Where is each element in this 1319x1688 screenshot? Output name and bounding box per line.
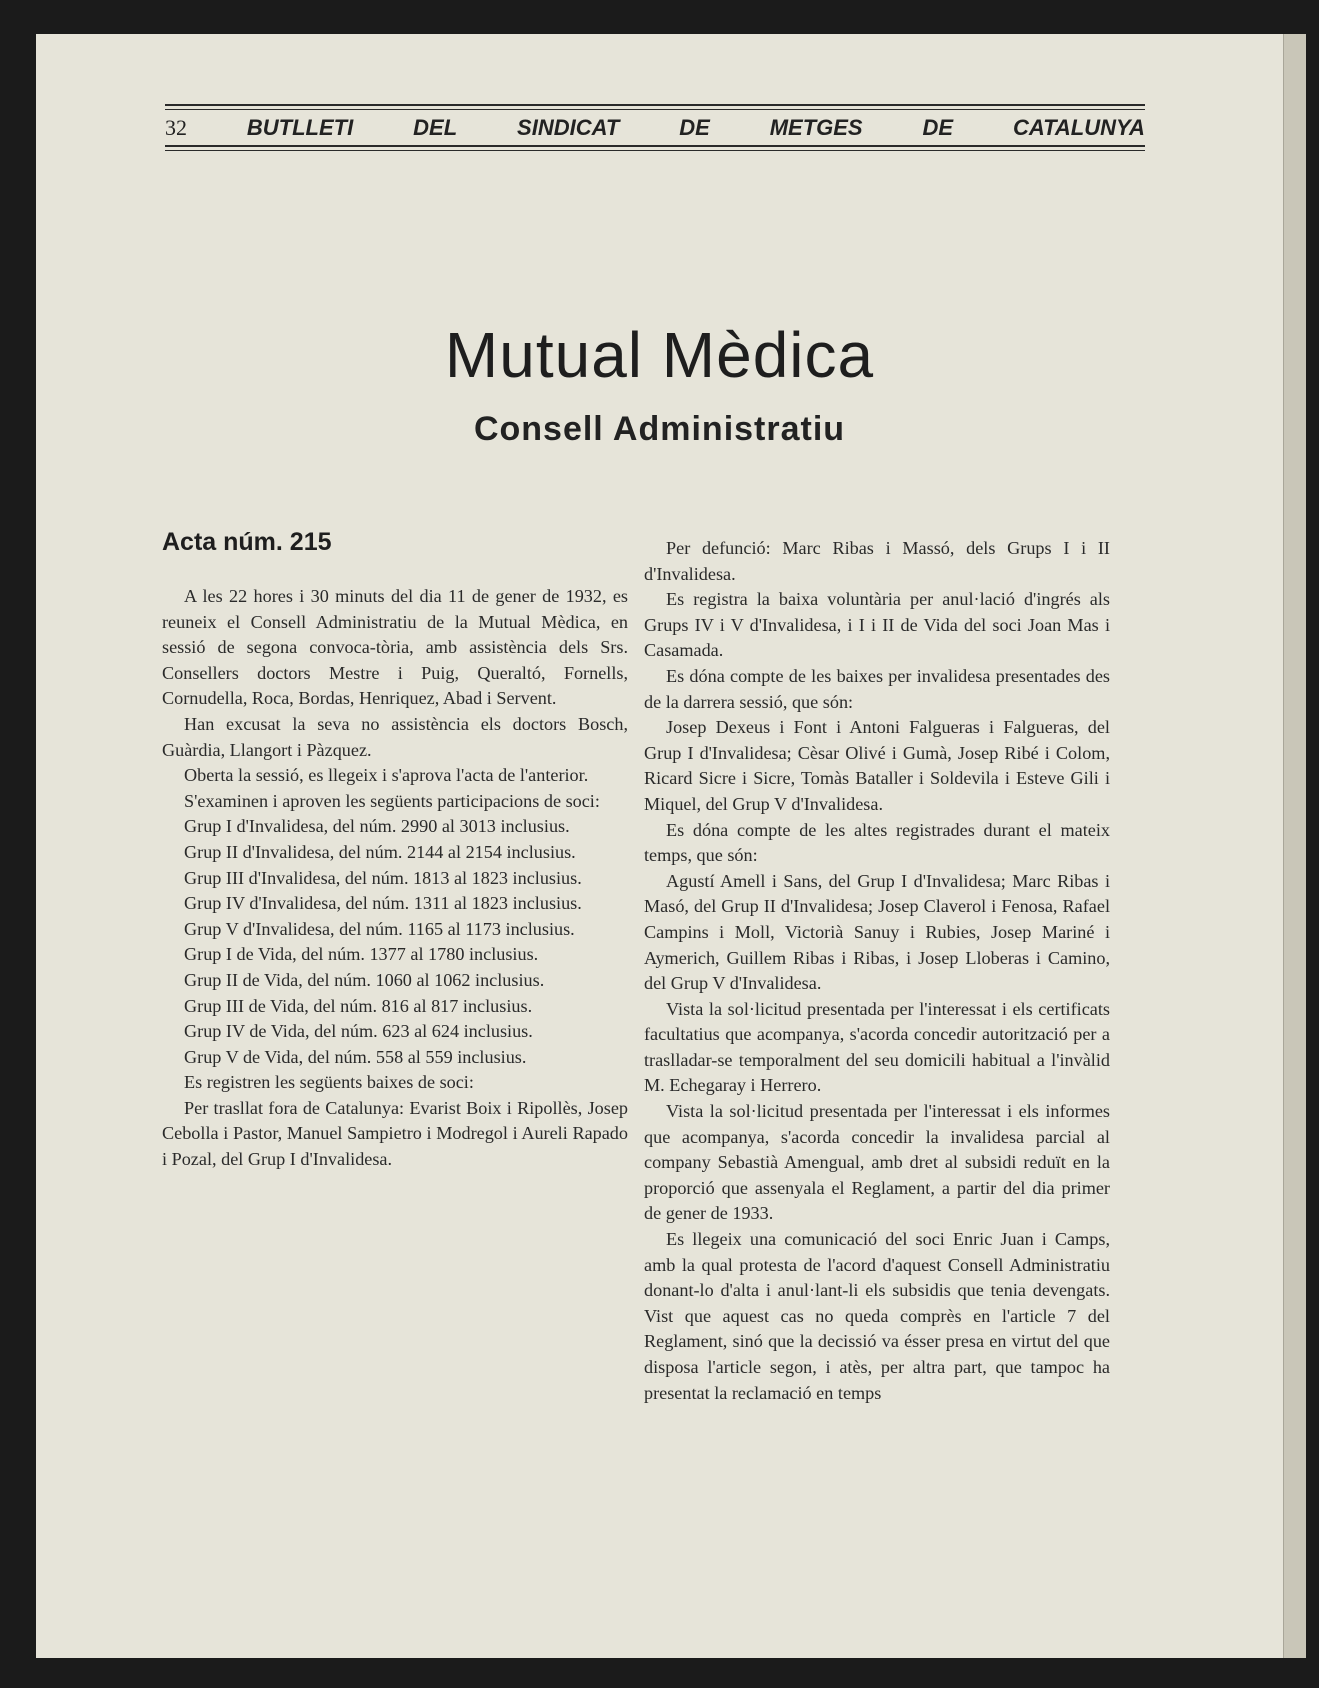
paragraph: Vista la sol·licitud presentada per l'interessat i els informes que acompanya, s'acorda concedir la invalidesa parcial al company Sebastià Amengual, amb dret al subsidi reduït en la proporció que assenyala el Reglament, a partir del dia primer de gener de 1933.	[644, 1101, 1110, 1224]
header-rule-bottom	[165, 145, 1145, 147]
paragraph: Grup V de Vida, del núm. 558 al 559 inclusius.	[184, 1046, 527, 1067]
header-word: BUTLLETI	[246, 115, 354, 140]
header-word: DE	[679, 115, 710, 140]
paragraph: Oberta la sessió, es llegeix i s'aprova l'acta de l'anterior.	[184, 765, 589, 786]
paragraph: Es dóna compte de les baixes per invalidesa presentades des de la darrera sessió, que són:	[644, 665, 1110, 712]
paragraph: Grup II de Vida, del núm. 1060 al 1062 inclusius.	[184, 969, 545, 990]
paragraph: Es llegeix una comunicació del soci Enric Juan i Camps, amb la qual protesta de l'acord d'aquest Consell Administratiu donant-lo d'alta i anul·lant-li els subsidis que tenia devengats. Vist que aquest cas no queda comprès en l'article 7 del Reglament, sinó que la decissió va ésser presa en virtut del que disposa l'article segon, i atès, per altra part, que tampoc ha presentat la reclamació en temps	[644, 1229, 1110, 1403]
paragraph: Grup I d'Invalidesa, del núm. 2990 al 3013 inclusius.	[184, 816, 570, 837]
paragraph: Es registren les següents baixes de soci:	[184, 1072, 474, 1093]
article-subtitle: Consell Administratiu	[473, 410, 846, 448]
paragraph: Grup IV d'Invalidesa, del núm. 1311 al 1823 inclusius.	[184, 893, 582, 914]
paragraph: Agustí Amell i Sans, del Grup I d'Invalidesa; Marc Ribas i Masó, del Grup II d'Invalidesa; Josep Claverol i Fenosa, Rafael Campins i Moll, Victorià Sanuy i Rubies, Josep Mariné i Aymerich, Guillem Ribas i Ribas, i Josep Lloberas i Camino, del Grup V d'Invalidesa.	[644, 870, 1110, 994]
header-line	[165, 115, 1145, 141]
paragraph: S'examinen i aproven les següents participacions de soci:	[184, 790, 600, 811]
paragraph: Grup IV de Vida, del núm. 623 al 624 inclusius.	[184, 1021, 533, 1042]
header-word: METGES	[769, 115, 863, 140]
header-word: CATALUNYA	[1012, 115, 1145, 140]
paragraph: Josep Dexeus i Font i Antoni Falgueras i Falgueras, del Grup I d'Invalidesa; Cèsar Olivé i Gumà, Josep Ribé i Colom, Ricard Sicre i Sicre, Tomàs Bataller i Soldevila i Esteve Gili i Miquel, del Grup V d'Invalidesa.	[644, 717, 1110, 814]
paragraph: Grup II d'Invalidesa, del núm. 2144 al 2154 inclusius.	[184, 841, 576, 862]
running-header	[165, 104, 1145, 151]
header-word: SINDICAT	[517, 115, 620, 140]
page-edge	[1283, 34, 1306, 1658]
header-rule-top	[165, 104, 1145, 106]
paragraph: Han excusat la seva no assistència els doctors Bosch, Guàrdia, Llangort i Pàzquez.	[162, 713, 628, 760]
paragraph: Grup I de Vida, del núm. 1377 al 1780 inclusius.	[184, 944, 539, 965]
paragraph: Grup III de Vida, del núm. 816 al 817 inclusius.	[184, 995, 533, 1016]
page-number: 32	[165, 115, 187, 140]
article-title: Mutual Mèdica	[444, 319, 875, 391]
paragraph: Per trasllat fora de Catalunya: Evarist Boix i Ripollès, Josep Cebolla i Pastor, Manuel Sampietro i Modregol i Aureli Rapado i Pozal, del Grup I d'Invalidesa.	[162, 1097, 628, 1170]
paragraph: Vista la sol·licitud presentada per l'interessat i els certificats facultatius que acompanya, s'acorda concedir autorització per a traslladar-se temporalment del seu domicili habitual a l'invàlid M. Echegaray i Herrero.	[644, 998, 1110, 1096]
paragraph: Per defunció: Marc Ribas i Massó, dels Grups I i II d'Invalidesa.	[644, 538, 1110, 584]
header-word: DEL	[413, 115, 458, 140]
header-rule-bottom-thin	[165, 150, 1145, 151]
header-rule-top-thin	[165, 109, 1145, 110]
left-column	[162, 584, 628, 1173]
paragraph: Grup V d'Invalidesa, del núm. 1165 al 1173 inclusius.	[184, 918, 575, 939]
paragraph: Es registra la baixa voluntària per anul·lació d'ingrés als Grups IV i V d'Invalidesa, i I i II de Vida del soci Joan Mas i Casamada.	[644, 589, 1110, 661]
right-column	[644, 536, 1110, 1406]
paragraph: Grup III d'Invalidesa, del núm. 1813 al 1823 inclusius.	[184, 867, 582, 888]
section-heading: Acta núm. 215	[162, 528, 332, 556]
paragraph: A les 22 hores i 30 minuts del dia 11 de gener de 1932, es reuneix el Consell Administratiu de la Mutual Mèdica, en sessió de segona convoca-tòria, amb assistència dels Srs. Consellers doctors Mestre i Puig, Queraltó, Fornells, Cornudella, Roca, Bordas, Henriquez, Abad i Servent.	[162, 586, 628, 709]
header-word: DE	[922, 115, 954, 140]
paragraph: Es dóna compte de les altes registrades durant el mateix temps, que són:	[644, 819, 1110, 866]
